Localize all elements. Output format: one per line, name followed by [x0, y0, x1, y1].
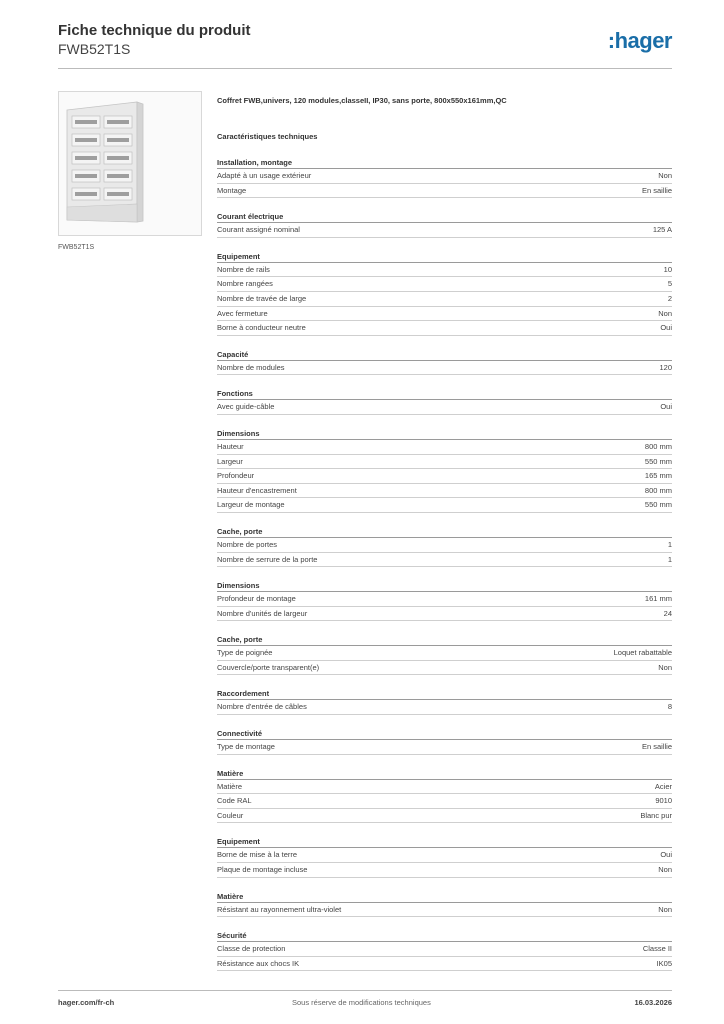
section-title: Cache, porte: [217, 633, 672, 646]
section-title: Courant électrique: [217, 210, 672, 223]
spec-value: En saillie: [641, 185, 672, 195]
spec-row: [217, 942, 672, 957]
spec-row: [217, 169, 672, 184]
spec-label: Borne de mise à la terre: [217, 850, 298, 860]
spec-section: [217, 835, 672, 877]
spec-label: Avec guide-câble: [217, 402, 275, 412]
spec-label: Plaque de montage incluse: [217, 865, 308, 875]
spec-section: [217, 387, 672, 415]
spec-value: En saillie: [641, 742, 672, 752]
spec-section: [217, 890, 672, 918]
spec-label: Largeur de montage: [217, 500, 285, 510]
spec-value: Oui: [660, 402, 672, 412]
section-title: Raccordement: [217, 687, 672, 700]
section-title: Equipement: [217, 250, 672, 263]
spec-row: [217, 809, 672, 824]
section-title: Matière: [217, 767, 672, 780]
spec-value: 800 mm: [644, 441, 672, 451]
section-title: Dimensions: [217, 427, 672, 440]
spec-row: [217, 400, 672, 415]
spec-section: [217, 727, 672, 755]
spec-row: [217, 223, 672, 238]
section-title: Dimensions: [217, 579, 672, 592]
spec-row: [217, 607, 672, 622]
section-title: Matière: [217, 890, 672, 903]
spec-value: 5: [667, 279, 672, 289]
spec-label: Nombre d'entrée de câbles: [217, 702, 307, 712]
spec-label: Résistance aux chocs IK: [217, 958, 300, 968]
spec-label: Adapté à un usage extérieur: [217, 171, 312, 180]
spec-value: 161 mm: [644, 594, 672, 604]
spec-section: [217, 767, 672, 824]
spec-label: Courant assigné nominal: [217, 225, 300, 235]
spec-value: 125 A: [652, 225, 672, 235]
spec-label: Nombre de portes: [217, 539, 278, 549]
spec-value: 1: [667, 539, 672, 549]
section-title: Installation, montage: [217, 156, 672, 169]
spec-value: Oui: [660, 323, 672, 333]
spec-row: [217, 484, 672, 499]
spec-row: [217, 469, 672, 484]
spec-value: Loquet rabattable: [613, 648, 672, 658]
footer-website[interactable]: hager.com/fr-ch: [58, 998, 115, 1007]
section-title: Sécurité: [217, 929, 672, 942]
spec-section: [217, 348, 672, 376]
spec-row: [217, 538, 672, 553]
header-divider: [58, 68, 672, 69]
spec-label: Résistant au rayonnement ultra-violet: [217, 904, 342, 914]
spec-label: Nombre de modules: [217, 362, 285, 372]
product-image: [58, 91, 202, 236]
spec-label: Nombre rangées: [217, 279, 273, 289]
spec-value: Non: [658, 662, 672, 672]
spec-row: [217, 361, 672, 376]
section-title: Connectivité: [217, 727, 672, 740]
spec-value: Non: [658, 904, 672, 914]
spec-row: [217, 292, 672, 307]
spec-value: 2: [667, 293, 672, 303]
spec-row: [217, 307, 672, 322]
spec-row: [217, 498, 672, 513]
spec-label: Nombre de rails: [217, 264, 270, 274]
section-title: Equipement: [217, 835, 672, 848]
spec-section: [217, 579, 672, 621]
spec-sections: [217, 156, 672, 971]
product-description: Coffret FWB,univers, 120 modules,classeII, IP30, sans porte, 800x550x161mm,QC: [217, 96, 507, 105]
spec-section: [217, 250, 672, 336]
spec-row: [217, 740, 672, 755]
spec-section: [217, 687, 672, 715]
spec-value: 24: [663, 608, 672, 618]
spec-label: Avec fermeture: [217, 308, 268, 318]
spec-value: 165 mm: [644, 471, 672, 481]
spec-label: Borne à conducteur neutre: [217, 323, 306, 333]
spec-row: [217, 848, 672, 863]
specs-heading: Caractéristiques techniques: [217, 132, 318, 141]
spec-value: IK05: [656, 958, 672, 968]
spec-section: [217, 525, 672, 567]
spec-label: Largeur: [217, 456, 243, 466]
spec-row: [217, 277, 672, 292]
page-header: [58, 22, 672, 70]
spec-value: 800 mm: [644, 485, 672, 495]
spec-row: [217, 440, 672, 455]
page-title: Fiche technique du produit: [58, 22, 251, 39]
spec-label: Profondeur de montage: [217, 594, 296, 604]
spec-label: Nombre de serrure de la porte: [217, 554, 318, 564]
spec-row: [217, 863, 672, 878]
spec-row: [217, 957, 672, 972]
section-title: Cache, porte: [217, 525, 672, 538]
spec-label: Nombre d'unités de largeur: [217, 608, 308, 618]
footer-divider: [58, 990, 672, 991]
spec-row: [217, 592, 672, 607]
product-image-caption: FWB52T1S: [58, 244, 95, 251]
hager-logo: :hager: [607, 28, 672, 53]
spec-row: [217, 903, 672, 918]
spec-section: [217, 156, 672, 198]
spec-row: [217, 321, 672, 336]
spec-row: [217, 646, 672, 661]
spec-section: [217, 633, 672, 675]
spec-value: 550 mm: [644, 500, 672, 510]
spec-label: Type de poignée: [217, 648, 273, 658]
spec-label: Nombre de travée de large: [217, 293, 307, 303]
spec-label: Type de montage: [217, 742, 275, 752]
spec-content: [217, 96, 672, 971]
spec-value: 120: [659, 362, 672, 372]
spec-label: Matière: [217, 781, 243, 791]
spec-section: [217, 210, 672, 238]
spec-row: [217, 263, 672, 278]
footer-date: 16.03.2026: [634, 998, 672, 1007]
spec-value: 550 mm: [644, 456, 672, 466]
spec-value: Non: [658, 308, 672, 318]
spec-label: Code RAL: [217, 796, 252, 806]
spec-value: 9010: [655, 796, 672, 806]
spec-value: Non: [658, 865, 672, 875]
section-title: Capacité: [217, 348, 672, 361]
spec-value: 10: [663, 264, 672, 274]
spec-label: Montage: [217, 185, 247, 195]
spec-value: Acier: [654, 781, 672, 791]
footer-notice: Sous réserve de modifications techniques: [292, 998, 431, 1007]
spec-value: Blanc pur: [640, 810, 672, 820]
spec-label: Couvercle/porte transparent(e): [217, 662, 320, 672]
spec-section: [217, 427, 672, 513]
spec-row: [217, 794, 672, 809]
spec-row: [217, 780, 672, 795]
spec-label: Couleur: [217, 810, 244, 820]
spec-row: [217, 700, 672, 715]
spec-label: Classe de protection: [217, 944, 286, 954]
spec-label: Hauteur d'encastrement: [217, 485, 297, 495]
spec-value: Classe II: [642, 944, 672, 954]
spec-row: [217, 455, 672, 470]
spec-value: Non: [658, 171, 672, 180]
spec-label: Profondeur: [217, 471, 255, 481]
section-title: Fonctions: [217, 387, 672, 400]
spec-value: 8: [667, 702, 672, 712]
spec-value: 1: [667, 554, 672, 564]
spec-value: Oui: [660, 850, 672, 860]
spec-row: [217, 553, 672, 568]
spec-section: [217, 929, 672, 971]
spec-row: [217, 184, 672, 199]
spec-row: [217, 661, 672, 676]
product-reference: FWB52T1S: [58, 41, 131, 57]
spec-label: Hauteur: [217, 441, 244, 451]
enclosure-illustration: [59, 92, 201, 235]
